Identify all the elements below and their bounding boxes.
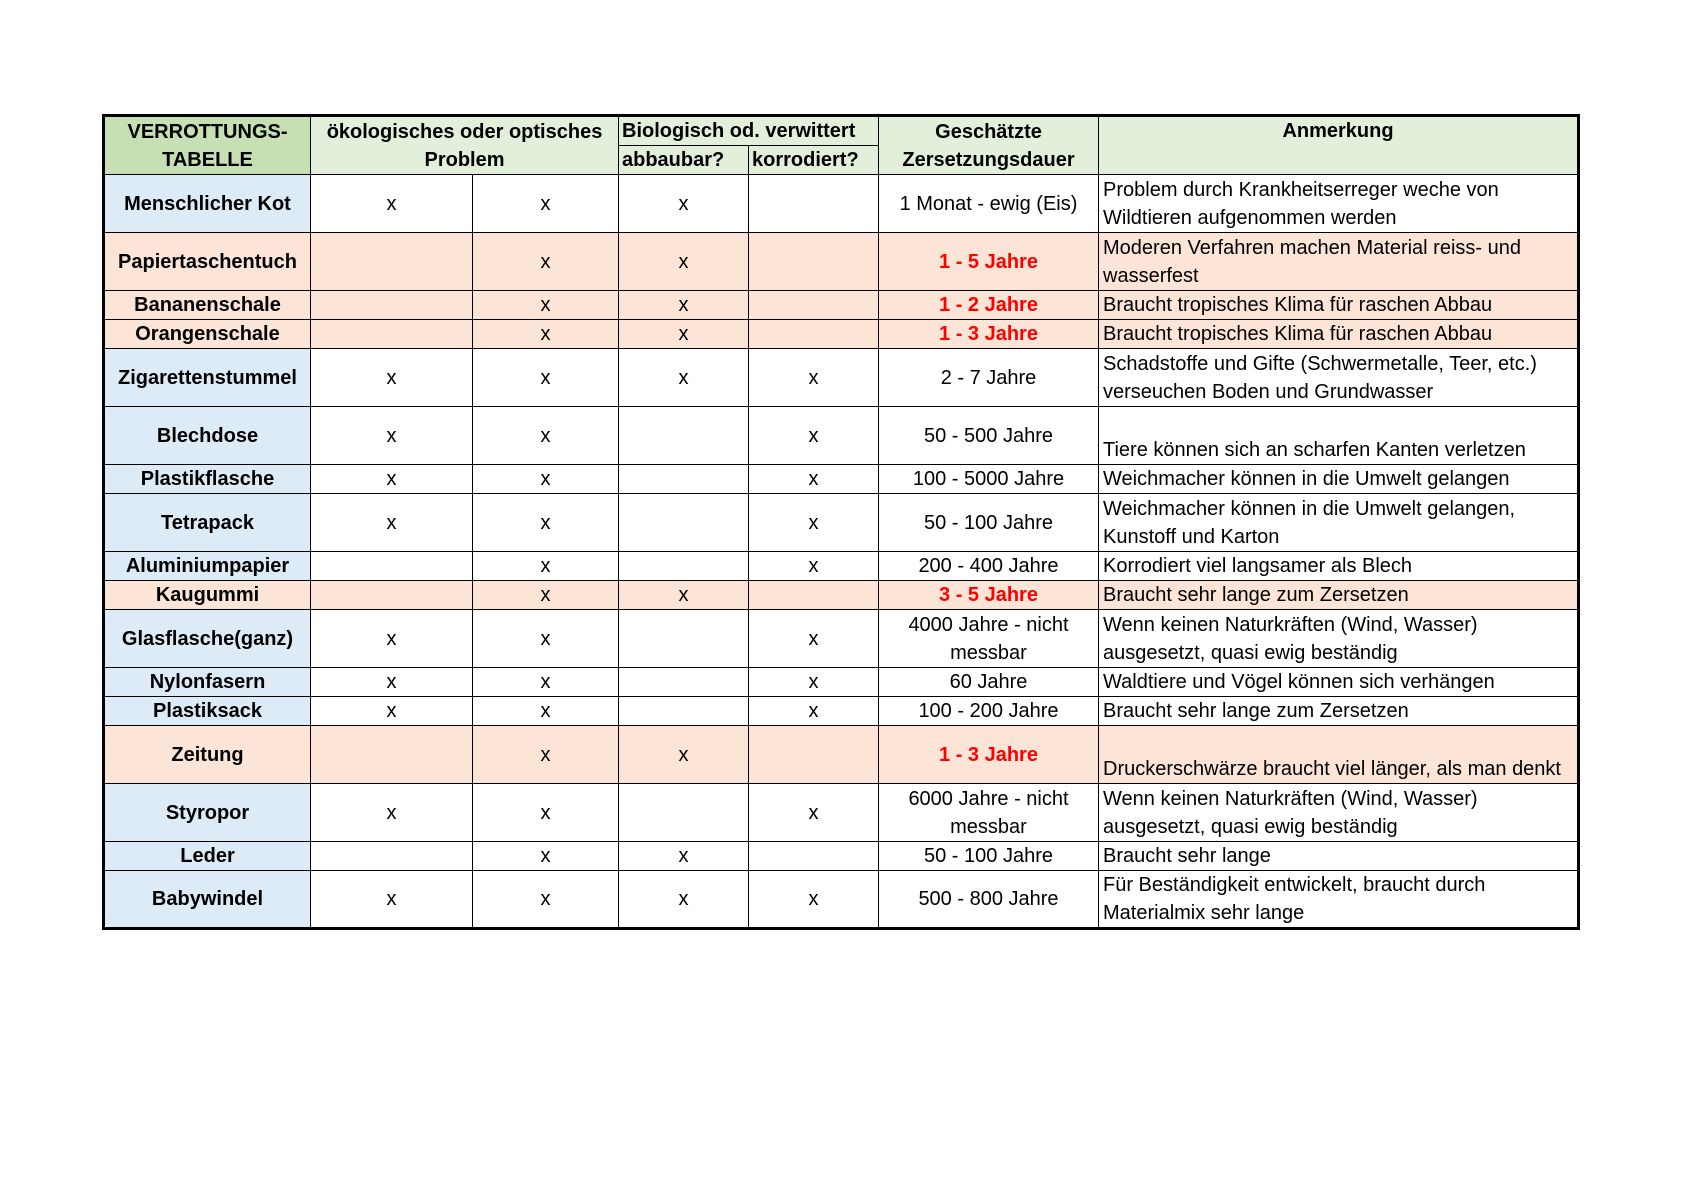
mark-korrodiert <box>749 726 879 784</box>
table-row <box>104 842 1579 871</box>
table-row <box>104 697 1579 726</box>
mark-problem-a: x <box>311 494 473 552</box>
duration-value: 200 - 400 Jahre <box>879 552 1099 581</box>
mark-problem-b: x <box>473 668 619 697</box>
mark-korrodiert <box>749 291 879 320</box>
table-row <box>104 175 1579 233</box>
note-text: Weichmacher können in die Umwelt gelangen <box>1099 465 1579 494</box>
mark-abbaubar: x <box>619 581 749 610</box>
item-name: Aluminiumpapier <box>104 552 311 581</box>
table-row <box>104 494 1579 552</box>
mark-abbaubar <box>619 494 749 552</box>
mark-problem-b: x <box>473 784 619 842</box>
item-name: Leder <box>104 842 311 871</box>
mark-problem-b: x <box>473 842 619 871</box>
mark-problem-b: x <box>473 320 619 349</box>
mark-abbaubar <box>619 697 749 726</box>
item-name: Babywindel <box>104 871 311 929</box>
item-name: Kaugummi <box>104 581 311 610</box>
mark-problem-b: x <box>473 233 619 291</box>
note-text: Wenn keinen Naturkräften (Wind, Wasser) ausgesetzt, quasi ewig beständig <box>1099 610 1579 668</box>
mark-problem-a: x <box>311 465 473 494</box>
mark-problem-a: x <box>311 610 473 668</box>
table-row <box>104 610 1579 668</box>
mark-problem-b: x <box>473 871 619 929</box>
mark-problem-a <box>311 291 473 320</box>
mark-problem-a: x <box>311 871 473 929</box>
note-text: Braucht sehr lange zum Zersetzen <box>1099 697 1579 726</box>
mark-korrodiert: x <box>749 407 879 465</box>
duration-value: 100 - 200 Jahre <box>879 697 1099 726</box>
item-name: Styropor <box>104 784 311 842</box>
mark-abbaubar <box>619 784 749 842</box>
duration-value: 1 - 3 Jahre <box>879 320 1099 349</box>
note-text: Braucht sehr lange zum Zersetzen <box>1099 581 1579 610</box>
item-name: Menschlicher Kot <box>104 175 311 233</box>
mark-korrodiert: x <box>749 610 879 668</box>
mark-abbaubar <box>619 668 749 697</box>
mark-problem-a <box>311 233 473 291</box>
mark-problem-a: x <box>311 175 473 233</box>
duration-value: 1 - 3 Jahre <box>879 726 1099 784</box>
mark-problem-a: x <box>311 407 473 465</box>
duration-value: 100 - 5000 Jahre <box>879 465 1099 494</box>
mark-problem-a: x <box>311 784 473 842</box>
header-duration: Geschätzte Zersetzungsdauer <box>879 116 1099 175</box>
mark-abbaubar: x <box>619 349 749 407</box>
table-row <box>104 784 1579 842</box>
mark-problem-a: x <box>311 697 473 726</box>
mark-abbaubar: x <box>619 320 749 349</box>
mark-korrodiert <box>749 320 879 349</box>
mark-korrodiert: x <box>749 494 879 552</box>
mark-abbaubar: x <box>619 871 749 929</box>
mark-problem-b: x <box>473 175 619 233</box>
mark-problem-a: x <box>311 349 473 407</box>
mark-problem-b: x <box>473 349 619 407</box>
mark-problem-b: x <box>473 581 619 610</box>
note-text: Waldtiere und Vögel können sich verhängen <box>1099 668 1579 697</box>
mark-abbaubar <box>619 407 749 465</box>
table-row <box>104 233 1579 291</box>
duration-value: 1 - 5 Jahre <box>879 233 1099 291</box>
duration-value: 4000 Jahre - nicht messbar <box>879 610 1099 668</box>
table-row <box>104 726 1579 784</box>
mark-abbaubar: x <box>619 842 749 871</box>
note-text: Weichmacher können in die Umwelt gelangen, Kunstoff und Karton <box>1099 494 1579 552</box>
mark-korrodiert <box>749 175 879 233</box>
mark-korrodiert: x <box>749 349 879 407</box>
item-name: Blechdose <box>104 407 311 465</box>
item-name: Glasflasche(ganz) <box>104 610 311 668</box>
note-text: Problem durch Krankheitserreger weche von Wildtieren aufgenommen werden <box>1099 175 1579 233</box>
duration-value: 1 Monat - ewig (Eis) <box>879 175 1099 233</box>
item-name: Zeitung <box>104 726 311 784</box>
note-text: Braucht sehr lange <box>1099 842 1579 871</box>
item-name: Plastikflasche <box>104 465 311 494</box>
header-abbaubar: abbaubar? <box>619 146 749 175</box>
note-text: Braucht tropisches Klima für raschen Abbau <box>1099 291 1579 320</box>
note-text: Für Beständigkeit entwickelt, braucht durch Materialmix sehr lange <box>1099 871 1579 929</box>
mark-problem-a <box>311 842 473 871</box>
duration-value: 2 - 7 Jahre <box>879 349 1099 407</box>
mark-problem-a: x <box>311 668 473 697</box>
table-row <box>104 668 1579 697</box>
mark-abbaubar <box>619 552 749 581</box>
header-korrodiert: korrodiert? <box>749 146 879 175</box>
mark-abbaubar: x <box>619 291 749 320</box>
table-title: VERROTTUNGS-TABELLE <box>104 116 311 175</box>
duration-value: 50 - 100 Jahre <box>879 494 1099 552</box>
mark-korrodiert: x <box>749 465 879 494</box>
note-text: Braucht tropisches Klima für raschen Abbau <box>1099 320 1579 349</box>
table-row <box>104 407 1579 465</box>
note-text: Druckerschwärze braucht viel länger, als man denkt <box>1099 726 1579 784</box>
duration-value: 3 - 5 Jahre <box>879 581 1099 610</box>
mark-korrodiert <box>749 581 879 610</box>
item-name: Zigarettenstummel <box>104 349 311 407</box>
item-name: Orangenschale <box>104 320 311 349</box>
mark-problem-b: x <box>473 407 619 465</box>
mark-problem-b: x <box>473 465 619 494</box>
mark-abbaubar <box>619 465 749 494</box>
mark-problem-a <box>311 726 473 784</box>
note-text: Schadstoffe und Gifte (Schwermetalle, Teer, etc.) verseuchen Boden und Grundwasser <box>1099 349 1579 407</box>
mark-problem-b: x <box>473 291 619 320</box>
mark-problem-b: x <box>473 726 619 784</box>
note-text: Korrodiert viel langsamer als Blech <box>1099 552 1579 581</box>
mark-problem-a <box>311 552 473 581</box>
item-name: Nylonfasern <box>104 668 311 697</box>
table-row <box>104 552 1579 581</box>
table-row <box>104 465 1579 494</box>
mark-korrodiert: x <box>749 552 879 581</box>
mark-korrodiert: x <box>749 668 879 697</box>
note-text: Moderen Verfahren machen Material reiss- und wasserfest <box>1099 233 1579 291</box>
table-row <box>104 871 1579 929</box>
mark-problem-b: x <box>473 552 619 581</box>
item-name: Papiertaschentuch <box>104 233 311 291</box>
item-name: Tetrapack <box>104 494 311 552</box>
duration-value: 500 - 800 Jahre <box>879 871 1099 929</box>
mark-korrodiert <box>749 842 879 871</box>
mark-korrodiert: x <box>749 784 879 842</box>
mark-korrodiert <box>749 233 879 291</box>
duration-value: 1 - 2 Jahre <box>879 291 1099 320</box>
item-name: Bananenschale <box>104 291 311 320</box>
duration-value: 50 - 100 Jahre <box>879 842 1099 871</box>
table-row <box>104 581 1579 610</box>
note-text: Tiere können sich an scharfen Kanten verletzen <box>1099 407 1579 465</box>
item-name: Plastiksack <box>104 697 311 726</box>
mark-abbaubar: x <box>619 233 749 291</box>
header-row-1 <box>104 116 1579 146</box>
mark-abbaubar: x <box>619 175 749 233</box>
duration-value: 50 - 500 Jahre <box>879 407 1099 465</box>
mark-problem-b: x <box>473 610 619 668</box>
mark-problem-b: x <box>473 697 619 726</box>
header-problem: ökologisches oder optisches Problem <box>311 116 619 175</box>
note-text: Wenn keinen Naturkräften (Wind, Wasser) ausgesetzt, quasi ewig beständig <box>1099 784 1579 842</box>
mark-problem-a <box>311 581 473 610</box>
table-row <box>104 349 1579 407</box>
header-note: Anmerkung <box>1099 116 1579 175</box>
mark-abbaubar: x <box>619 726 749 784</box>
header-bio-group: Biologisch od. verwittert <box>619 116 879 146</box>
mark-abbaubar <box>619 610 749 668</box>
decomposition-table <box>102 114 1580 930</box>
mark-korrodiert: x <box>749 871 879 929</box>
mark-problem-a <box>311 320 473 349</box>
table-row <box>104 291 1579 320</box>
mark-korrodiert: x <box>749 697 879 726</box>
mark-problem-b: x <box>473 494 619 552</box>
table-row <box>104 320 1579 349</box>
duration-value: 6000 Jahre - nicht messbar <box>879 784 1099 842</box>
duration-value: 60 Jahre <box>879 668 1099 697</box>
